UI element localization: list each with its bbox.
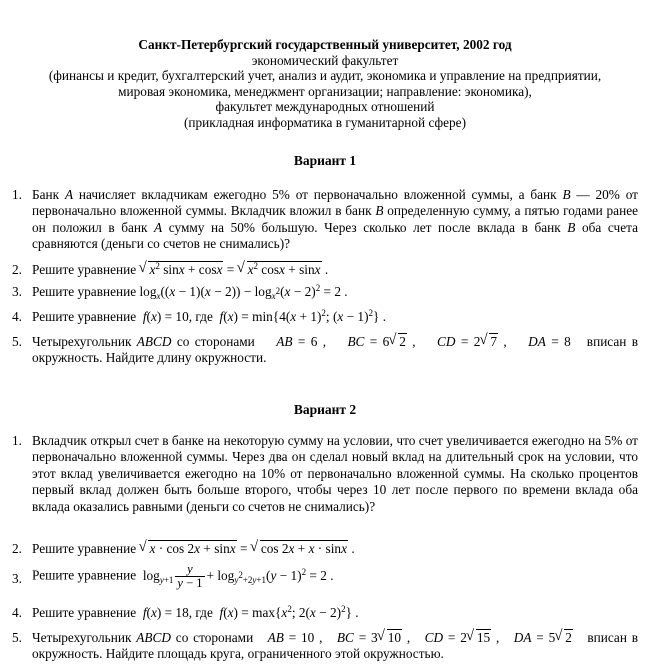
problem-text: Четырехугольник ABCD со сторонами AB = 6 , BC = 6√ 2 , CD = 2√ 7 , DA = 8 вписан в окружность. Найдите длину окружности. (32, 334, 638, 367)
variant-2-title: Вариант 2 (293, 402, 357, 417)
header-line-specialty2: (прикладная информатика в гуманитарной сфере) (183, 114, 467, 130)
equation: f(x) = 18 (142, 605, 189, 620)
problem-number: 5. (12, 334, 22, 349)
problem-text: Решите уравнение $\log_x((x - 1)(x - 2)) - \log_{x^2}(x - 2)^2 = 2$ . (32, 283, 348, 301)
variant-2-problem-3 (12, 562, 638, 590)
equation: √ $x^2$ sinx + cosx = √ $x^2$ cosx + sinx . (139, 262, 328, 277)
equation: √ x · cos 2x + sinx = √ cos 2x + x · sinx . (139, 541, 354, 556)
problem-text: Решите уравнение $\log_{y+1}$ $\frac{y}{y - 1}$ + $\log_{y^2+2y+1}(y - 1)^2 = 2$ . (32, 562, 334, 590)
variant-1-problem-5 (12, 334, 638, 367)
problem-text: Решите уравнение √ x · cos 2x + sinx = √ cos 2x + x · sinx . (32, 541, 638, 557)
problem-number: 4. (12, 309, 22, 324)
variant-1-problem-4 (12, 309, 638, 325)
variant-2-problem-2 (12, 541, 638, 557)
variant-1-problem-2 (12, 262, 638, 278)
function-definition: $f(x) = \min\{4(x + 1)^2$; $(x - 1)^2$} . (219, 308, 387, 324)
problem-number: 3. (12, 284, 22, 299)
problem-text: Решите уравнение f(x) = 18, где $f(x) = \max\{x^2$; $2(x - 2)^2$} . (32, 604, 359, 620)
problem-text: Решите уравнение f(x) = 10, где $f(x) = \min\{4(x + 1)^2$; $(x - 1)^2$} . (32, 308, 387, 324)
variant-1-title: Вариант 1 (293, 153, 357, 168)
problem-number: 2. (12, 262, 22, 277)
document-header (0, 37, 650, 131)
problem-number: 2. (12, 541, 22, 556)
variant-1-problem-3 (12, 284, 638, 300)
problem-number: 1. (12, 187, 22, 202)
problem-number: 4. (12, 605, 22, 620)
problem-text: Четырехугольник ABCD со сторонами AB = 10 , BC = 3√ 10 , CD = 2√ 15 , DA = 5√ 2 вписан в окружность. Найдите площадь круга, ограниченного этой окружностью. (32, 630, 638, 663)
variant-2-problem-1 (12, 433, 638, 515)
header-line-specialties-cont: мировая экономика, менеджмент организации; направление: экономика), (118, 83, 532, 99)
equation: f(x) = 10 (142, 309, 189, 324)
problem-text: Банк A начисляет вкладчикам ежегодно 5% от первоначально вложенной суммы, а банк B — 20% от первоначально вложенной суммы. Вкладчик вложил в банк B определенную сумму, а пятью годами ранее он положил в банк A сумму на 50% большую. Через сколько лет после вклада в банк B оба счета сравняются (деньги со счетов не снимались)? (32, 187, 638, 252)
problem-number: 1. (12, 433, 22, 448)
university-title: Санкт-Петербургский государственный университет, 2002 год (138, 37, 512, 52)
equation: $\log_{y+1}$ $\frac{y}{y - 1}$ + $\log_{y^2+2y+1}(y - 1)^2 = 2$ . (142, 562, 334, 590)
equation: $\log_x((x - 1)(x - 2)) - \log_{x^2}(x - 2)^2 = 2$ . (139, 283, 348, 301)
function-definition: $f(x) = \max\{x^2$; $2(x - 2)^2$} . (219, 604, 359, 620)
variant-2-problem-5 (12, 630, 638, 663)
header-line-specialties: (финансы и кредит, бухгалтерский учет, анализ и аудит, экономика и управление на предприятии, (48, 68, 602, 84)
header-line-faculty: экономический факультет (251, 52, 399, 68)
variant-2-problem-4 (12, 605, 638, 621)
problem-text: Вкладчик открыл счет в банке на некоторую сумму на условии, что счет увеличивается ежегодно на 5% от первоначально вложенной суммы. Через два он сделал новый вклад на длительный срок на условии, что этот вклад увеличивается ежегодно на 10% от первоначально вложенной суммы. На сколько процентов первый вклад должен быть больше второго, чтобы через 10 лет после первого по времени вклада оба вклада оказались равными (деньги со счетов не снимались)? (32, 433, 638, 514)
variant-1-problem-1 (12, 187, 638, 253)
header-line-faculty2: факультет международных отношений (215, 99, 435, 115)
problem-number: 5. (12, 630, 22, 645)
problem-text: Решите уравнение √ $x^2$ sinx + cosx = √ $x^2$ cosx + sinx . (32, 262, 638, 278)
problem-number: 3. (12, 571, 22, 586)
